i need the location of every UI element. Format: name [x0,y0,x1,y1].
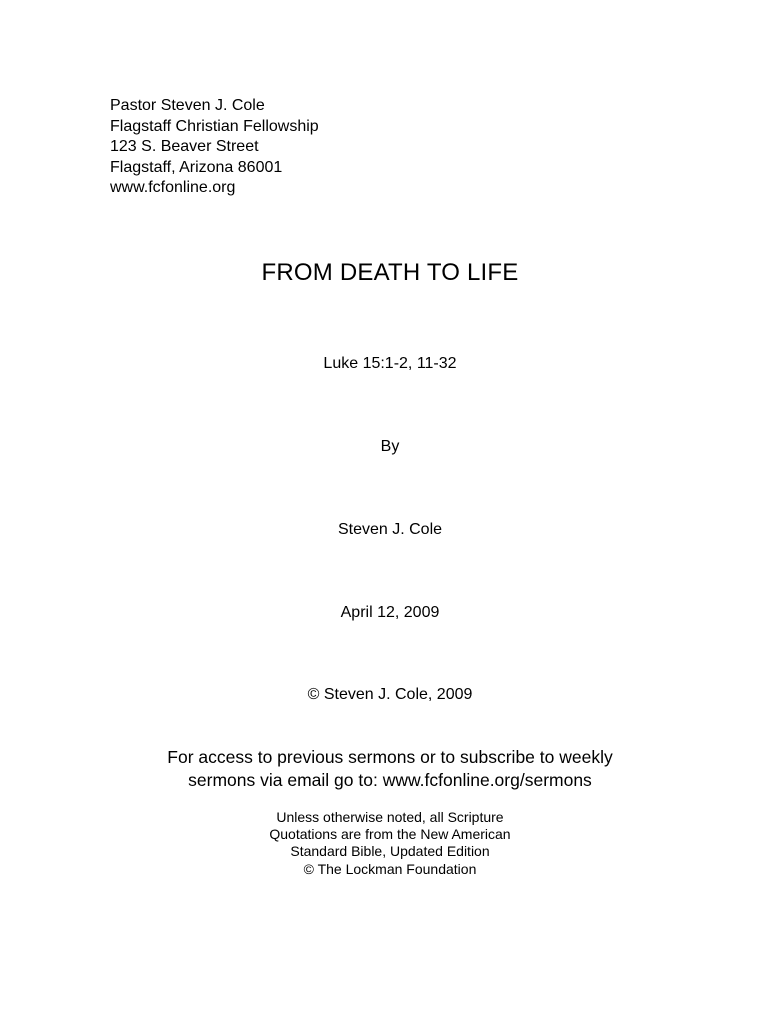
sermon-date: April 12, 2009 [340,604,440,621]
scripture-reference: Luke 15:1-2, 11-32 [323,355,457,372]
bible-notice-line-3: Standard Bible, Updated Edition [290,843,490,860]
street-address: 123 S. Beaver Street [110,138,259,155]
website-url: www.fcfonline.org [110,179,236,196]
pastor-name: Pastor Steven J. Cole [110,97,265,114]
by-label: By [380,438,400,455]
author-name: Steven J. Cole [337,521,443,538]
bible-notice-line-2: Quotations are from the New American [269,826,511,843]
access-note-line-2: sermons via email go to: www.fcfonline.org/sermons [188,770,592,790]
access-note-line-1: For access to previous sermons or to subscribe to weekly [167,747,613,767]
address-block [110,96,319,199]
bible-notice-line-4: © The Lockman Foundation [303,860,477,877]
bible-notice [0,809,768,878]
copyright-line: © Steven J. Cole, 2009 [307,686,473,703]
sermon-title: FROM DEATH TO LIFE [261,259,519,286]
access-note [0,746,768,792]
bible-notice-line-1: Unless otherwise noted, all Scripture [276,809,504,825]
city-state-zip: Flagstaff, Arizona 86001 [110,158,283,176]
church-name: Flagstaff Christian Fellowship [110,117,319,135]
